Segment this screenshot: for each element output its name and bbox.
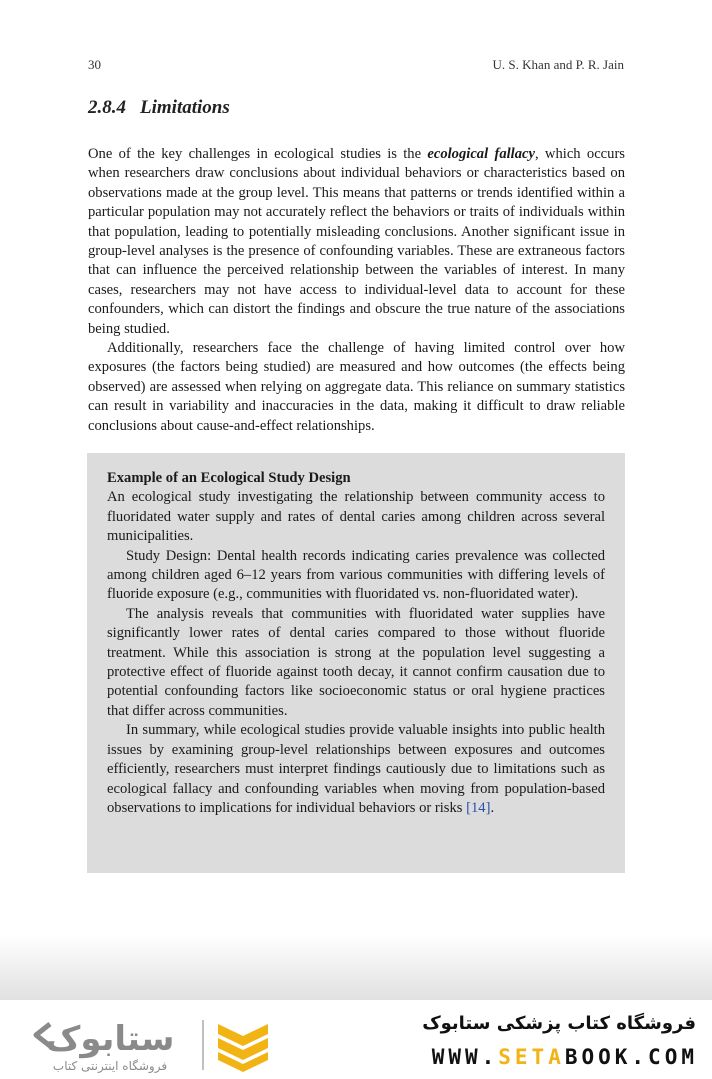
- example-box: [87, 453, 625, 873]
- shop-url[interactable]: [432, 1045, 698, 1069]
- example-box-title: Example of an Ecological Study Design: [107, 470, 351, 486]
- logo-book-icon: [218, 1024, 268, 1072]
- example-box-paragraph-3: The analysis reveals that communities with fluoridated water supplies have significantly lower rates of dental caries compared to those without fluoride treatment. While this association is strong at the population level suggesting a protective effect of fluoride against tooth decay, it cannot confirm causation due to potential confounding factors like socioeconomic status or oral hygiene practices that differ across communities.: [107, 605, 605, 719]
- example-box-paragraph-4-end: .: [490, 799, 495, 816]
- body-paragraph-1-start: One of the key challenges in ecological studies is the: [88, 146, 428, 162]
- body-paragraph-1-end: , which occurs when researchers draw conclusions about individual behaviors or characteristics based on observations made at the group level. This means that patterns or trends identified within a particular population may not accurately reflect the behaviors or traits of individuals within that population, leading to potentially misleading conclusions. Another significant issue in group-level analyses is the presence of confounding variables. These are extraneous factors that can influence the perceived relationship between the variables of interest. In many cases, researchers may not have access to individual-level data to account for these confounders, which can distort the findings and obscure the true nature of the associations being studied.: [88, 146, 625, 337]
- section-heading: [88, 97, 230, 119]
- example-box-paragraph-4: [107, 721, 605, 818]
- section-title-text: Limitations: [140, 97, 230, 118]
- logo-subtext-icon: فروشگاه اینترنتی کتاب: [52, 1059, 168, 1073]
- section-number: 2.8.4: [88, 97, 126, 118]
- key-term-ecological-fallacy: ecological fallacy: [427, 146, 535, 162]
- citation-link[interactable]: [14]: [466, 799, 491, 816]
- shop-url-suffix: BOOK.COM: [564, 1045, 698, 1069]
- body-paragraph-2: Additionally, researchers face the challenge of having limited control over how exposures (the factors being studied) are measured and how outcomes (the effects being observed) are assessed when relying on aggregate data. This reliance on summary statistics can result in variability and inaccuracies in the data, making it difficult to draw reliable conclusions about cause-and-effect relationships.: [88, 340, 625, 434]
- shop-name: فروشگاه کتاب پزشکی ستابوک: [422, 1013, 696, 1034]
- logo-text-icon: ستابوک: [45, 1019, 175, 1059]
- shop-url-prefix: WWW.: [431, 1045, 499, 1069]
- example-box-paragraph-2: Study Design: Dental health records indicating caries prevalence was collected among children aged 6–12 years from various communities with differing levels of fluoride exposure (e.g., communities with fluoridated vs. non-fluoridated water).: [107, 547, 605, 603]
- example-box-paragraph-1: An ecological study investigating the relationship between community access to fluoridated water supply and rates of dental caries among children across several municipalities.: [107, 489, 605, 545]
- setabook-logo: [28, 1014, 278, 1074]
- watermark-footer: [0, 1000, 712, 1079]
- page-shadow: [0, 935, 712, 1000]
- body-paragraph-1: [88, 145, 625, 339]
- shop-url-highlight: SETA: [498, 1045, 565, 1069]
- body-text: [88, 145, 625, 436]
- running-header: [88, 57, 624, 75]
- running-header-authors: U. S. Khan and P. R. Jain: [492, 57, 624, 72]
- page-number: 30: [88, 57, 101, 72]
- example-box-paragraph-4-text: In summary, while ecological studies provide valuable insights into public health issues by examining group-level relationships between exposures and outcomes efficiently, researchers must interpret findings cautiously due to limitations such as ecological fallacy and confounding variables when moving from population-based observations to implications for individual behaviors or risks: [107, 722, 605, 816]
